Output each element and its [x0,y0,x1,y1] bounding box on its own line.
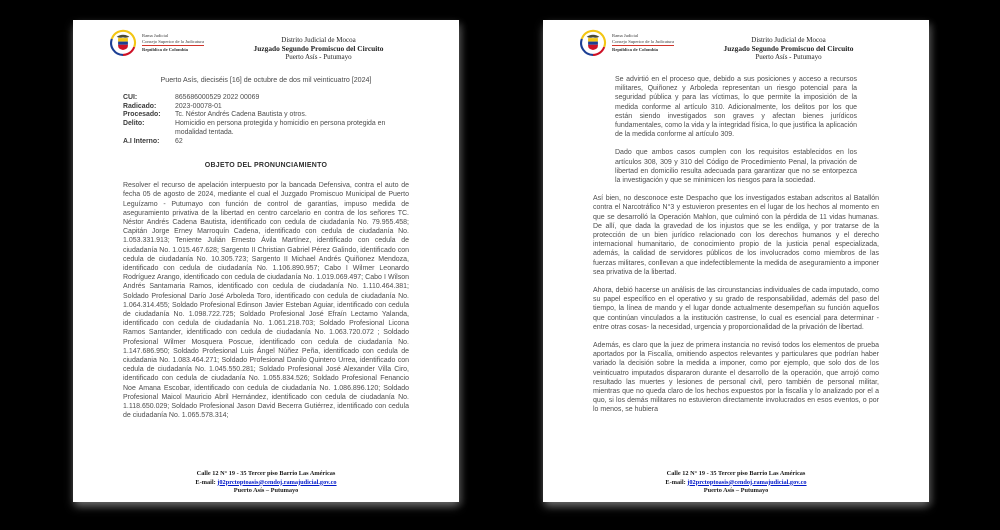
court-block [230,29,425,62]
meta-row-cui [123,94,409,103]
meta-label-procesado: Procesado: [123,111,161,119]
footer-email-line [73,479,459,487]
footer-email-link[interactable]: j02prctoptoasis@cendoj.ramajudicial.gov.co [217,478,337,486]
meta-label-cui: CUI: [123,93,138,101]
meta-value-radicado: 2023-00078-01 [175,102,222,110]
meta-row-ai-interno [123,138,409,147]
document-header [109,29,425,62]
org-line-consejo: Consejo Superior de la Judicatura [612,39,674,47]
quote-paragraph: Dado que ambos casos cumplen con los requisitos establecidos en los artículos 308, 309 y 310 del Código de Procedimiento Penal, la privación de libertad en domicilio resulta adecuada para garantizar que no se entorpezca la investigación y que se minimicen los riesgos para la sociedad. [615,149,857,185]
org-line-rama-judicial: Rama Judicial [612,33,639,38]
meta-label-radicado: Radicado: [123,102,157,110]
case-meta-block [123,94,409,146]
meta-value-ai-interno: 62 [175,137,183,145]
body-paragraph: Así bien, no desconoce este Despacho que los investigados estaban adscritos al Batallón contra el Narcotráfico N°3 y estuvieron presentes en el lugar de los hechos al momento en que se desarrolló la Operación Mahlon, que culminó con la pérdida de 11 vidas humanas. De allí, que dada la gravedad de los injustos que se les endilga, y por tratarse de la protección de un bien jurídico relacionado con los derechos humanos y el derecho internacional humanitario, de conocimiento propio de la justicia penal especializada, además, la calidad de servidores públicos de los involucrados como miembros de las fuerzas militares, conllevan a que indefectiblemente la medida de aseguramiento a imponer sea privativa de la libertad. [593,195,879,276]
meta-label-ai-interno: A.I Interno: [123,137,160,145]
court-name: Juzgado Segundo Promiscuo del Circuito [253,43,384,53]
meta-value-delito: Homicidio en persona protegida y homicidio en persona protegida en modalidad tentada. [175,120,386,136]
colombia-coat-of-arms-icon [579,29,607,57]
court-block [700,29,895,62]
document-footer [73,470,459,495]
judicial-org-block [612,29,700,62]
district-line: Distrito Judicial de Mocoa [751,36,826,44]
court-name: Juzgado Segundo Promiscuo del Circuito [723,43,854,53]
footer-city: Puerto Asís – Putumayo [703,486,769,494]
footer-address: Calle 12 N° 19 - 35 Tercer piso Barrio Las Américas [666,470,806,478]
court-location: Puerto Asís - Putumayo [285,53,352,62]
colombia-coat-of-arms-icon [109,29,137,57]
org-line-republica: República de Colombia [142,47,188,53]
page2-content [593,75,879,415]
body-paragraph: Ahora, debió hacerse un análisis de las circunstancias individuales de cada imputado, como su papel específico en el operativo y su grado de responsabilidad, además del paso del tiempo, la línea de mando y el lugar donde actualmente desempeñan su función aquellos que continúan vinculados a la institución castrense, lo cual es esencial para determinar - entre otras cosas- la necesidad, urgencia y proporcionalidad de la privación de libertad. [593,287,879,331]
meta-value-cui: 865686000529 2022 00069 [175,93,260,101]
document-footer [543,470,929,495]
footer-email-link[interactable]: j02prctoptoasis@cendoj.ramajudicial.gov.co [687,478,807,486]
document-page-2 [543,20,929,502]
section-title: OBJETO DEL PRONUNCIAMIENTO [204,162,328,170]
meta-row-delito [123,120,409,137]
quote-paragraph: Se advirtió en el proceso que, debido a sus posiciones y acceso a recursos militares, Quiñonez y Arboleda representan un riesgo potencial para la seguridad pública y para las víctimas, lo que permite la imposición de la medida conforme al artículo 310. Adicionalmente, los delitos por los que están siendo investigados son graves y afectan bienes jurídicos fundamentales, como la vida y la integridad física, lo que justifica la aplicación de la medida conforme al artículo 309. [615,75,857,139]
body-paragraph: Resolver el recurso de apelación interpuesto por la bancada Defensiva, contra el auto de fecha 05 de agosto de 2024, mediante el cual el Juzgado Promiscuo Municipal de Puerto Leguízamo - Putumayo con función de control de garantías, impuso medida de aseguramiento privativa de la libertad en centro carcelario en contra de los señores TC. Néstor Andrés Cadena Bautista, identificado con cedula de ciudadanía No. 79.955.458; Capitán Jorge Erney Marroquín Cadena, identificado con cedula de ciudadanía No. 1.053.331.913; Teniente Julián Ernesto Ávila Martínez, identificado con cedula de ciudadanía No. 1.015.467.628; Sargento II Christian Gabriel Pérez Galindo, identificado con cedula de ciudadanía No. 10.305.723; Sargento II Michael Andrés Quiñonez Mendoza, identificado con cedula de ciudadanía No. 1.106.890.957; Cabo I Wilmer Leonardo Rodríguez Arango, identificado con cedula de ciudadanía No. 1.019.069.497; Cabo I Wilson Andrés Santamaria Ramos, identificado con cedula de ciudadanía No. 1.110.464.381; Soldado Profesional Darío José Arboleda Toro, identificado con cedula de ciudadanía No. 1.064.314.455; Soldado Profesional Edinson Javier Esteban Aguiar, identificado con cedula de ciudadanía No. 1.098.722.725; Soldado Profesional José Efraín Lectamo Yalanda, identificado con cedula de ciudadanía No. 1.061.218.703; Soldado Profesional Licona Ramos Santander, identificado con cedula de ciudadanía No. 1.063.720.072 ; Soldado Profesional Wilmer Mosquera Poscue, identificado con cedula de ciudadanía No. 1.147.686.950; Soldado Profesional Luis Ángel Núñez Peña, identificado con cedula de ciudadania No. 1.083.464.271; Soldado Profesional Danilo Quintero Urrea, identificado con cedula de ciudadanía No. 1.045.550.281; Soldado Profesional José Alexander Villa Ciro, identificado con cedula de ciudadanía No. 1.055.834.526; Soldado Profesional Fenancio Noe Amana Escobar, identificado con cedula de ciudadanía No. 1.086.896.120; Soldado Profesional Maicol Mauricio Abril Hernández, identificado con cedula de ciudadanía No. 1.118.650.029; Soldado Profesional Jason David Becerra Gutiérrez, identificado con cedula de ciudadanía No. 1.065.578.314; [123,182,409,420]
footer-email-line [543,479,929,487]
page1-content [123,76,409,421]
district-line: Distrito Judicial de Mocoa [281,36,356,44]
footer-email-label: E-mail: [195,478,216,486]
org-line-republica: República de Colombia [612,47,658,53]
document-page-1 [73,20,459,502]
footer-city: Puerto Asís – Putumayo [233,486,299,494]
footer-email-label: E-mail: [665,478,686,486]
meta-label-delito: Delito: [123,120,145,128]
meta-row-procesado [123,111,409,120]
org-line-consejo: Consejo Superior de la Judicatura [142,39,204,47]
meta-row-radicado [123,103,409,112]
dateline: Puerto Asís, dieciséis [16] de octubre de dos mil veinticuatro [2024] [160,75,372,84]
document-header [579,29,895,62]
body-paragraph: Además, es claro que la juez de primera instancia no revisó todos los elementos de prueba aportados por la Fiscalía, omitiendo aspectos relevantes y particulares que podrían haber variado la decisión sobre la medida a imponer, como por ejemplo, que solo dos de los veinticuatro imputados dispararon durante el desarrollo de la operación, que arrojó como resultado las muertes y lesiones de personal civil, pero también de personal militar, mientras que no queda claro de los hechos expuestos por la fiscalía y lo analizado por el a quo, si los demás militares no estuvieron directamente involucrados en esos eventos, o por lo menos, se hubiera [593,342,879,414]
footer-address: Calle 12 N° 19 - 35 Tercer piso Barrio Las Américas [196,470,336,478]
court-location: Puerto Asís - Putumayo [755,53,822,62]
meta-value-procesado: Tc. Néstor Andrés Cadena Bautista y otros. [175,111,307,119]
org-line-rama-judicial: Rama Judicial [142,33,169,38]
judicial-org-block [142,29,230,62]
